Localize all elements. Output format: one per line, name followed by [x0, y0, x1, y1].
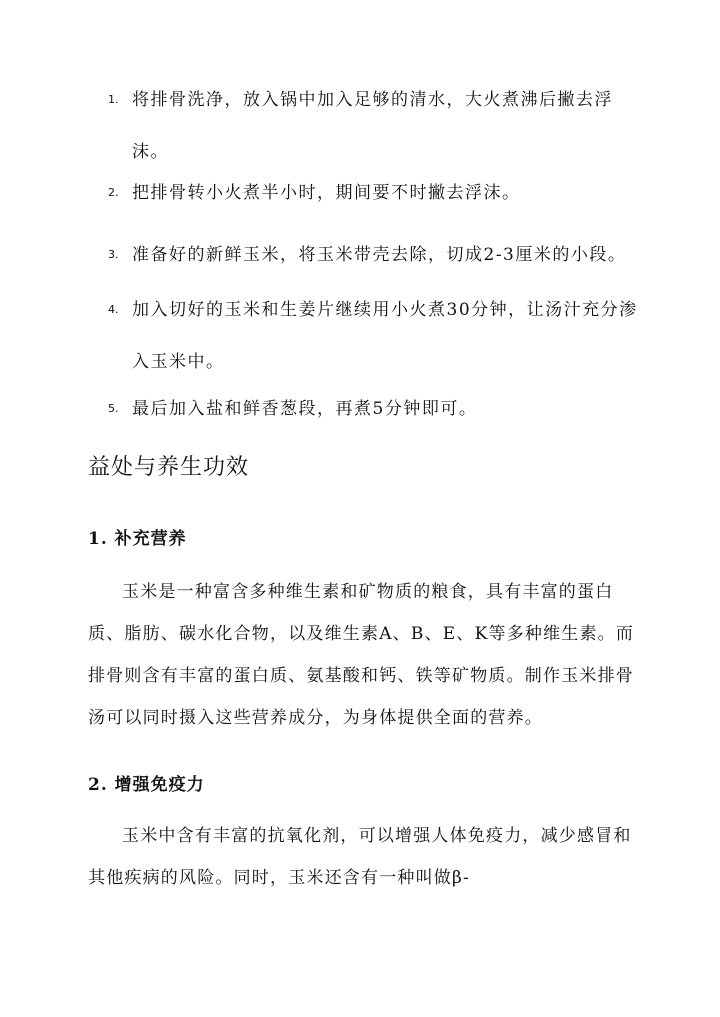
paragraph: 玉米是一种富含多种维生素和矿物质的粮食，具有丰富的蛋白质、脂肪、碳水化合物，以及维生素A、B、E、K等多种维生素。而排骨则含有丰富的蛋白质、氨基酸和钙、铁等矿物质。制作玉米排骨汤可以同时摄入这些营养成分，为身体提供全面的营养。 — [88, 582, 635, 728]
list-item-number: 3. — [108, 248, 119, 261]
list-item-text: 把排骨转小火煮半小时，期间要不时撇去浮沫。 — [132, 183, 521, 203]
subheading: 2. 增强免疫力 — [88, 775, 205, 795]
paragraph: 玉米中含有丰富的抗氧化剂，可以增强人体免疫力，减少感冒和其他疾病的风险。同时，玉米还含有一种叫做β- — [88, 826, 632, 888]
list-item — [108, 383, 648, 435]
list-item-number: 5. — [108, 402, 119, 415]
list-item — [108, 167, 648, 219]
subheading: 1. 补充营养 — [88, 529, 187, 549]
list-item-number: 1. — [108, 93, 119, 106]
list-item-number: 2. — [108, 186, 119, 199]
list-item-text: 准备好的新鲜玉米，将玉米带壳去除，切成2-3厘米的小段。 — [132, 245, 627, 265]
list-item-number: 4. — [108, 303, 119, 316]
list-item-text: 加入切好的玉米和生姜片继续用小火煮30分钟，让汤汁充分渗入玉米中。 — [132, 300, 638, 372]
section-title: 益处与养生功效 — [88, 455, 250, 480]
list-item — [108, 284, 648, 388]
list-item-text: 最后加入盐和鲜香葱段，再煮5分钟即可。 — [132, 399, 478, 419]
list-item — [108, 229, 648, 281]
list-item — [108, 74, 648, 178]
list-item-text: 将排骨洗净，放入锅中加入足够的清水，大火煮沸后撇去浮沫。 — [132, 90, 613, 162]
